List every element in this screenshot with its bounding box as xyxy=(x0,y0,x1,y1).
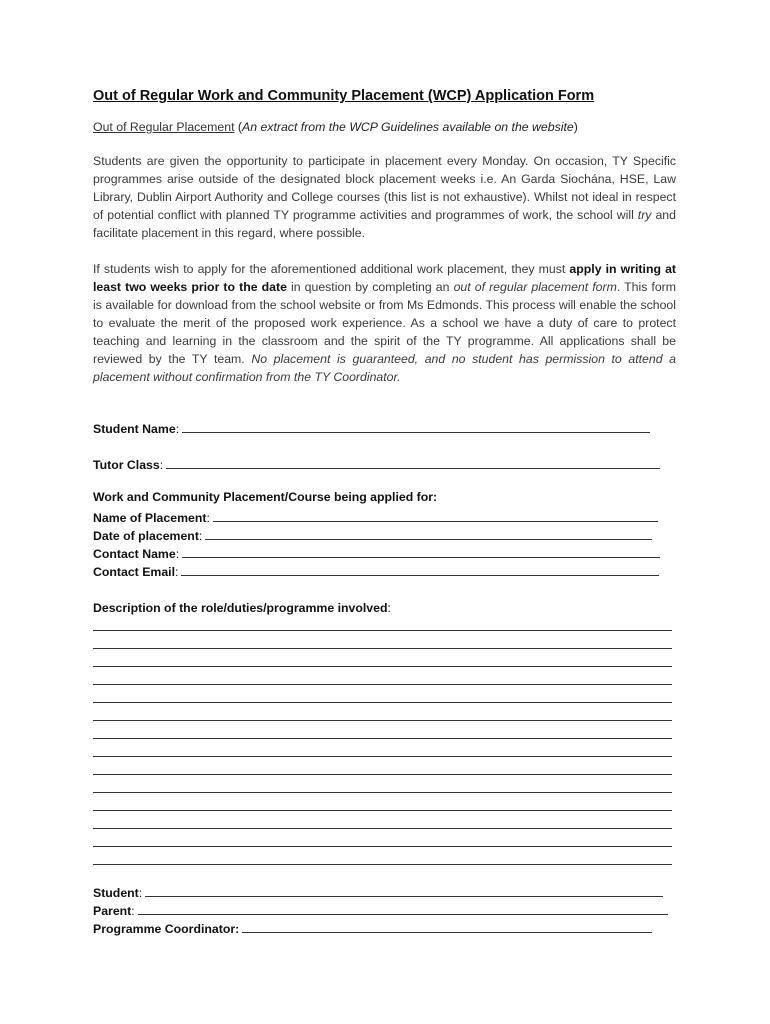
placement-name-row xyxy=(93,507,658,525)
intro-italic: try xyxy=(637,208,652,222)
description-line[interactable] xyxy=(93,684,672,685)
application-text-c: . This form is available for download from the school website or from Ms Edmonds. This process will enable the school to evaluate the merit of the proposed work experience. As a school we have a duty of care to protect teaching and learning in the classroom and the spirit of the TY programme. All applications shall be reviewed by the TY team. xyxy=(93,280,677,366)
coordinator-signature-row xyxy=(93,918,652,936)
description-line[interactable] xyxy=(93,864,672,865)
placement-section-header: Work and Community Placement/Course being applied for: xyxy=(93,490,438,504)
student-signature-field[interactable] xyxy=(145,895,663,897)
subtitle-paren-close: ) xyxy=(573,120,578,134)
contact-name-label: Contact Name xyxy=(93,547,176,561)
placement-date-field[interactable] xyxy=(205,538,652,540)
colon: : xyxy=(175,422,180,436)
parent-signature-row xyxy=(93,900,668,918)
intro-text-end: and facilitate placement in this regard, where possible. xyxy=(93,208,676,240)
description-line[interactable] xyxy=(93,702,672,703)
colon: : xyxy=(138,886,143,900)
description-line[interactable] xyxy=(93,846,672,847)
colon: : xyxy=(175,547,180,561)
colon: : xyxy=(159,458,164,472)
parent-label: Parent xyxy=(93,904,132,918)
student-label: Student xyxy=(93,886,139,900)
student-name-row xyxy=(93,418,650,436)
application-text-a: If students wish to apply for the aforementioned additional work placement, they must xyxy=(93,262,570,276)
description-line[interactable] xyxy=(93,810,672,811)
application-italic-1: out of regular placement form xyxy=(453,280,617,294)
intro-text: Students are given the opportunity to participate in placement every Monday. On occasion, TY Specific programmes arise outside of the designated block placement weeks i.e. An Garda Siochána, HSE, Law Library, Dublin Airport Authority and College courses (this list is not exhaustive). Whilst not ideal in respect of potential conflict with planned TY programme activities and programmes of work, the school will xyxy=(93,154,676,222)
coordinator-signature-field[interactable] xyxy=(242,931,652,933)
description-header-row xyxy=(93,597,391,615)
application-paragraph xyxy=(93,260,676,386)
description-line[interactable] xyxy=(93,756,672,757)
subtitle-italic: An extract from the WCP Guidelines available on the website xyxy=(242,120,574,134)
application-bold: apply in writing at least two weeks prior to the date xyxy=(93,262,676,294)
description-line[interactable] xyxy=(93,630,672,631)
contact-email-label: Contact Email xyxy=(93,565,175,579)
contact-email-field[interactable] xyxy=(181,574,659,576)
colon: : xyxy=(198,529,203,543)
colon: : xyxy=(206,511,210,525)
description-line[interactable] xyxy=(93,792,672,793)
parent-signature-field[interactable] xyxy=(138,913,668,915)
intro-paragraph xyxy=(93,152,676,242)
description-line[interactable] xyxy=(93,648,672,649)
contact-email-row xyxy=(93,561,659,579)
student-name-field[interactable] xyxy=(182,431,650,433)
placement-date-row xyxy=(93,525,652,543)
form-subtitle xyxy=(93,120,578,134)
application-italic-2: No placement is guaranteed, and no student has permission to attend a placement without confirmation from the TY Coordinator. xyxy=(93,352,676,384)
description-line[interactable] xyxy=(93,774,672,775)
colon: : xyxy=(175,565,179,579)
contact-name-field[interactable] xyxy=(182,556,660,558)
coordinator-label: Programme Coordinator: xyxy=(93,922,240,936)
description-line[interactable] xyxy=(93,720,672,721)
placement-name-field[interactable] xyxy=(213,520,658,522)
student-name-label: Student Name xyxy=(93,422,176,436)
placement-name-label: Name of Placement xyxy=(93,511,207,525)
description-line[interactable] xyxy=(93,666,672,667)
description-line[interactable] xyxy=(93,828,672,829)
colon: : xyxy=(131,904,135,918)
contact-name-row xyxy=(93,543,660,561)
tutor-class-row xyxy=(93,454,660,472)
description-line[interactable] xyxy=(93,738,672,739)
tutor-class-field[interactable] xyxy=(166,467,660,469)
form-title: Out of Regular Work and Community Placement (WCP) Application Form xyxy=(93,88,595,104)
colon: : xyxy=(387,601,391,615)
application-text-b: in question by completing an xyxy=(286,280,454,294)
subtitle-paren-open: ( xyxy=(234,120,243,134)
placement-date-label: Date of placement xyxy=(93,529,199,543)
tutor-class-label: Tutor Class xyxy=(93,458,160,472)
subtitle-underlined: Out of Regular Placement xyxy=(93,120,235,134)
student-signature-row xyxy=(93,882,663,900)
description-header: Description of the role/duties/programme involved xyxy=(93,601,388,615)
